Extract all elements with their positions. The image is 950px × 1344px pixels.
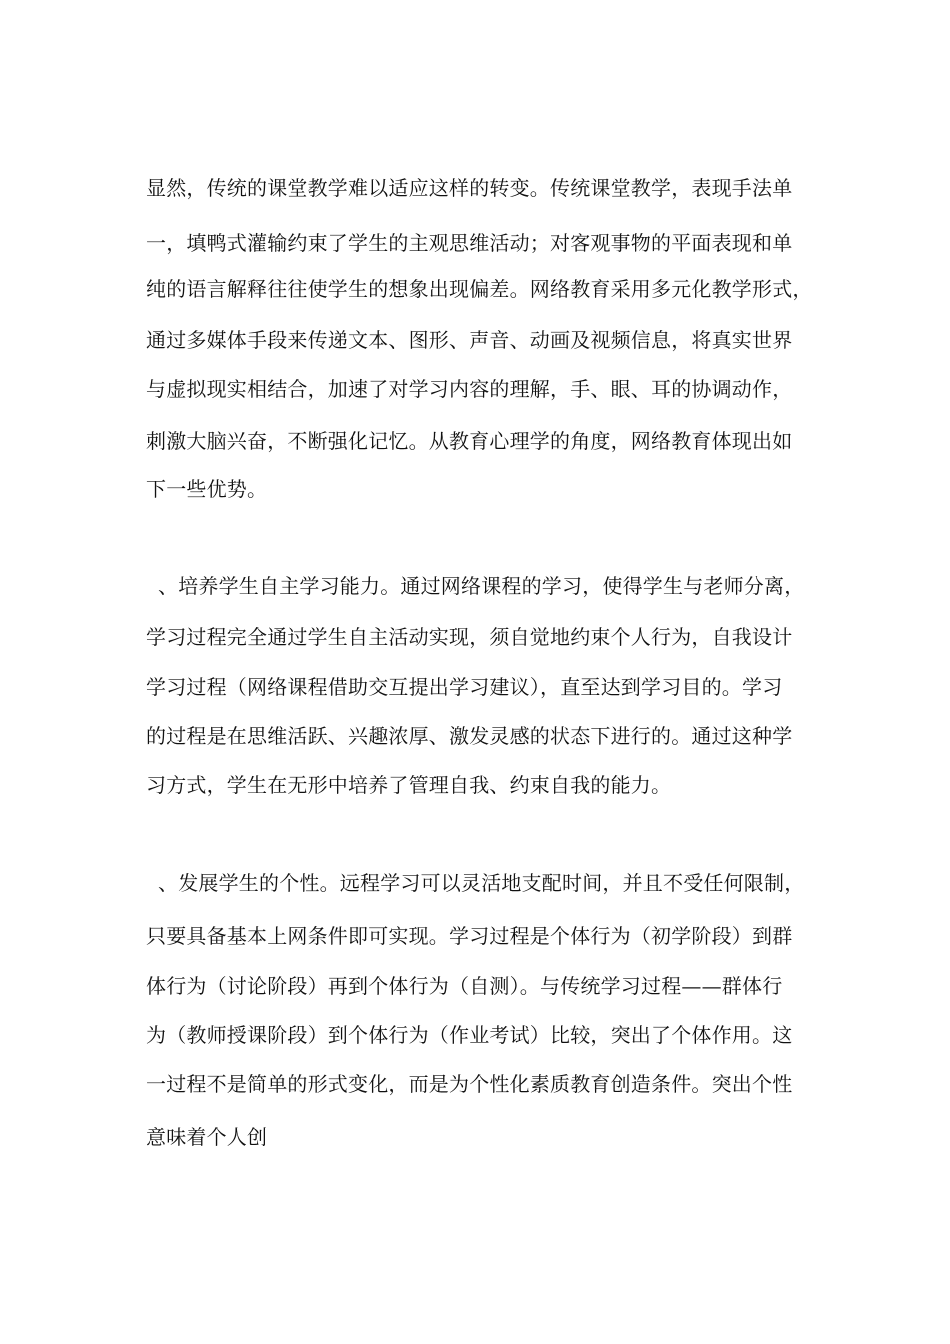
text-line: 为（教师授课阶段）到个体行为（作业考试）比较，突出了个体作用。这 xyxy=(146,1023,793,1047)
text-line: 学习过程（网络课程借助交互提出学习建议），直至达到学习目的。学习 xyxy=(146,675,783,699)
text-line: 习方式，学生在无形中培养了管理自我、约束自我的能力。 xyxy=(146,773,672,797)
text-line: 一过程不是简单的形式变化，而是为个性化素质教育创造条件。突出个性 xyxy=(146,1072,793,1096)
text-line: 体行为（讨论阶段）再到个体行为（自测）。与传统学习过程——群体行 xyxy=(146,974,783,998)
text-line: 意味着个人创 xyxy=(146,1125,268,1149)
text-line: 学习过程完全通过学生自主活动实现，须自觉地约束个人行为，自我设计 xyxy=(146,625,793,649)
text-line: 显然，传统的课堂教学难以适应这样的转变。传统课堂教学，表现手法单 xyxy=(146,176,793,200)
text-line: 、培养学生自主学习能力。通过网络课程的学习，使得学生与老师分离， xyxy=(158,574,805,598)
text-line: 刺激大脑兴奋，不断强化记忆。从教育心理学的角度，网络教育体现出如 xyxy=(146,429,793,453)
text-line: 下一些优势。 xyxy=(146,477,268,501)
text-line: 纯的语言解释往往使学生的想象出现偏差。网络教育采用多元化教学形式， xyxy=(146,277,813,301)
text-line: 的过程是在思维活跃、兴趣浓厚、激发灵感的状态下进行的。通过这种学 xyxy=(146,724,793,748)
text-line: 、发展学生的个性。远程学习可以灵活地支配时间，并且不受任何限制， xyxy=(158,871,805,895)
text-line: 一，填鸭式灌输约束了学生的主观思维活动；对客观事物的平面表现和单 xyxy=(146,231,793,255)
text-line: 通过多媒体手段来传递文本、图形、声音、动画及视频信息，将真实世界 xyxy=(146,328,793,352)
text-line: 只要具备基本上网条件即可实现。学习过程是个体行为（初学阶段）到群 xyxy=(146,924,793,948)
text-line: 与虚拟现实相结合，加速了对学习内容的理解，手、眼、耳的协调动作， xyxy=(146,377,793,401)
